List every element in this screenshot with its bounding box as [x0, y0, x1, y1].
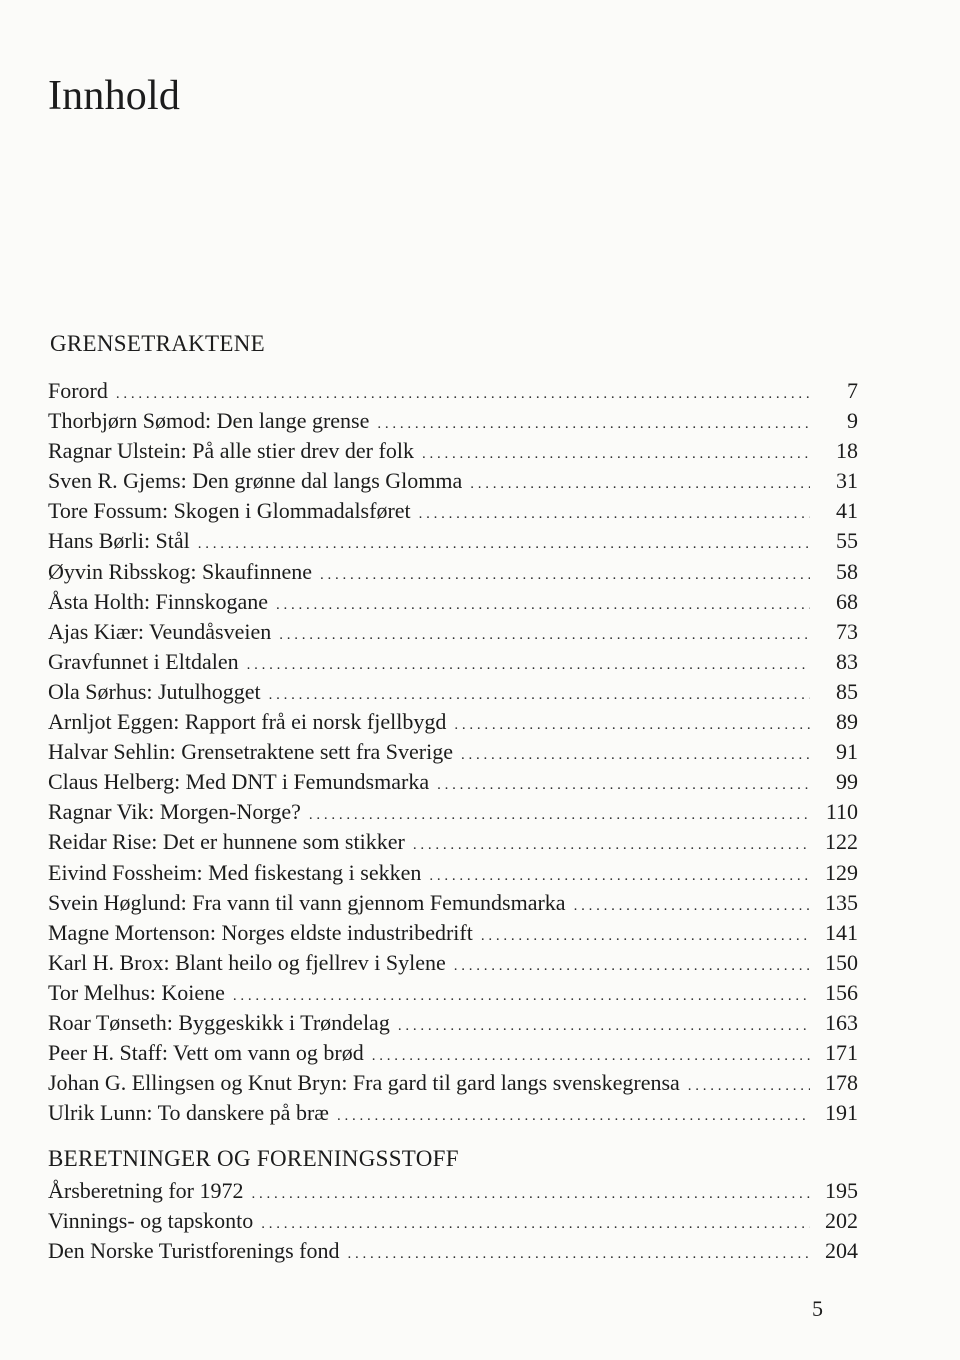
toc-entry: [48, 557, 858, 587]
dot-leader: [198, 529, 810, 559]
toc-entry: [48, 466, 858, 496]
dot-leader: [279, 620, 810, 650]
dot-leader: [233, 981, 810, 1011]
dot-leader: [269, 680, 810, 710]
section-heading-beretninger: BERETNINGER OG FORENINGSSTOFF: [48, 1146, 459, 1171]
toc-entry-page: 41: [836, 498, 858, 524]
dot-leader: [372, 1041, 810, 1071]
dot-leader: [437, 770, 810, 800]
toc-entry-title: Årsberetning for 1972: [48, 1178, 244, 1203]
toc-entry-page: 89: [836, 709, 858, 735]
toc-list-beretninger: [48, 1176, 858, 1266]
toc-entry: [48, 1068, 858, 1098]
toc-entry: [48, 1176, 858, 1206]
dot-leader: [454, 951, 810, 981]
toc-entry: [48, 737, 858, 767]
dot-leader: [419, 499, 810, 529]
toc-entry-title: Claus Helberg: Med DNT i Femundsmarka: [48, 769, 430, 795]
dot-leader: [413, 830, 810, 860]
toc-entry-title: Halvar Sehlin: Grensetraktene sett fra Sverige: [48, 739, 454, 765]
page-title: Innhold: [48, 73, 181, 119]
dot-leader: [377, 409, 810, 439]
toc-entry-page: 68: [836, 588, 858, 614]
toc-entry-page: 99: [836, 769, 858, 795]
toc-entry: [48, 1236, 858, 1266]
toc-entry-page: 156: [825, 979, 858, 1005]
section-heading-grensetraktene: GRENSETRAKTENE: [50, 331, 266, 356]
toc-entry-page: 141: [825, 919, 858, 945]
toc-entry-title: Ola Sørhus: Jutulhogget: [48, 678, 261, 704]
toc-entry: [48, 647, 858, 677]
toc-entry-title: Arnljot Eggen: Rapport frå ei norsk fjellbygd: [48, 709, 447, 735]
toc-entry-title: Ajas Kiær: Veundåsveien: [48, 618, 272, 644]
toc-list-grensetraktene: [48, 376, 858, 1128]
toc-entry-page: 204: [825, 1238, 858, 1264]
toc-entry-page: 9: [847, 408, 858, 434]
dot-leader: [688, 1071, 810, 1101]
dot-leader: [309, 800, 810, 830]
dot-leader: [116, 379, 810, 409]
toc-entry-title: Gravfunnet i Eltdalen: [48, 648, 239, 674]
toc-entry-title: Øyvin Ribsskog: Skaufinnene: [48, 558, 312, 584]
toc-entry-page: 202: [825, 1208, 858, 1234]
dot-leader: [261, 1209, 810, 1239]
dot-leader: [337, 1101, 810, 1131]
toc-entry: [48, 978, 858, 1008]
toc-entry: [48, 1098, 858, 1128]
toc-entry-page: 18: [836, 438, 858, 464]
toc-entry-title: Karl H. Brox: Blant heilo og fjellrev i Sylene: [48, 949, 446, 975]
toc-entry-page: 73: [836, 618, 858, 644]
toc-entry-page: 129: [825, 859, 858, 885]
toc-entry: [48, 827, 858, 857]
toc-entry-title: Svein Høglund: Fra vann til vann gjennom Femundsmarka: [48, 889, 566, 915]
toc-entry: [48, 406, 858, 436]
toc-entry: [48, 767, 858, 797]
dot-leader: [276, 590, 810, 620]
toc-entry-page: 85: [836, 678, 858, 704]
toc-entry-title: Ragnar Ulstein: På alle stier drev der folk: [48, 438, 414, 464]
toc-entry-page: 171: [825, 1040, 858, 1066]
toc-entry: [48, 858, 858, 888]
toc-entry: [48, 677, 858, 707]
toc-entry: [48, 797, 858, 827]
toc-entry: [48, 436, 858, 466]
toc-entry-title: Thorbjørn Sømod: Den lange grense: [48, 408, 370, 434]
dot-leader: [481, 921, 810, 951]
dot-leader: [320, 560, 810, 590]
toc-entry-title: Sven R. Gjems: Den grønne dal langs Glomma: [48, 468, 463, 494]
dot-leader: [252, 1179, 810, 1209]
dot-leader: [422, 439, 810, 469]
toc-entry: [48, 526, 858, 556]
toc-entry-title: Den Norske Turistforenings fond: [48, 1238, 340, 1264]
toc-entry-title: Roar Tønseth: Byggeskikk i Trøndelag: [48, 1009, 390, 1035]
toc-entry-page: 7: [847, 378, 858, 403]
dot-leader: [398, 1011, 810, 1041]
toc-entry: [48, 1206, 858, 1236]
toc-entry-page: 135: [825, 889, 858, 915]
toc-entry: [48, 918, 858, 948]
dot-leader: [574, 891, 810, 921]
toc-entry-page: 163: [825, 1009, 858, 1035]
toc-entry-page: 178: [825, 1070, 858, 1096]
toc-entry-title: Tore Fossum: Skogen i Glommadalsføret: [48, 498, 411, 524]
dot-leader: [247, 650, 810, 680]
toc-entry: [48, 496, 858, 526]
toc-entry-title: Magne Mortenson: Norges eldste industribedrift: [48, 919, 473, 945]
dot-leader: [454, 710, 810, 740]
toc-entry-page: 31: [836, 468, 858, 494]
toc-entry: [48, 587, 858, 617]
toc-entry: [48, 617, 858, 647]
page-number: 5: [812, 1296, 823, 1321]
toc-entry-page: 58: [836, 558, 858, 584]
toc-entry-title: Eivind Fossheim: Med fiskestang i sekken: [48, 859, 422, 885]
toc-entry-page: 150: [825, 949, 858, 975]
toc-entry: [48, 1008, 858, 1038]
dot-leader: [461, 740, 810, 770]
toc-entry-page: 122: [825, 829, 858, 855]
toc-entry: [48, 1038, 858, 1068]
toc-entry-title: Forord: [48, 378, 108, 403]
toc-entry-page: 91: [836, 739, 858, 765]
toc-entry-page: 191: [825, 1100, 858, 1126]
dot-leader: [348, 1239, 811, 1269]
toc-entry-title: Reidar Rise: Det er hunnene som stikker: [48, 829, 405, 855]
toc-entry-title: Ragnar Vik: Morgen-Norge?: [48, 799, 301, 825]
toc-entry: [48, 888, 858, 918]
toc-entry-page: 83: [836, 648, 858, 674]
dot-leader: [470, 469, 810, 499]
toc-entry: [48, 376, 858, 406]
toc-entry-title: Ulrik Lunn: To danskere på bræ: [48, 1100, 329, 1126]
dot-leader: [429, 861, 810, 891]
toc-entry-page: 110: [825, 799, 858, 825]
toc-entry: [48, 948, 858, 978]
toc-entry-title: Hans Børli: Stål: [48, 528, 190, 554]
toc-entry-title: Peer H. Staff: Vett om vann og brød: [48, 1040, 364, 1066]
toc-entry-page: 195: [825, 1178, 858, 1203]
toc-entry-title: Tor Melhus: Koiene: [48, 979, 225, 1005]
toc-entry-page: 55: [836, 528, 858, 554]
toc-entry-title: Johan G. Ellingsen og Knut Bryn: Fra gard til gard langs svenskegrensa: [48, 1070, 680, 1096]
toc-entry-title: Vinnings- og tapskonto: [48, 1208, 254, 1234]
toc-entry-title: Åsta Holth: Finnskogane: [48, 588, 268, 614]
toc-entry: [48, 707, 858, 737]
